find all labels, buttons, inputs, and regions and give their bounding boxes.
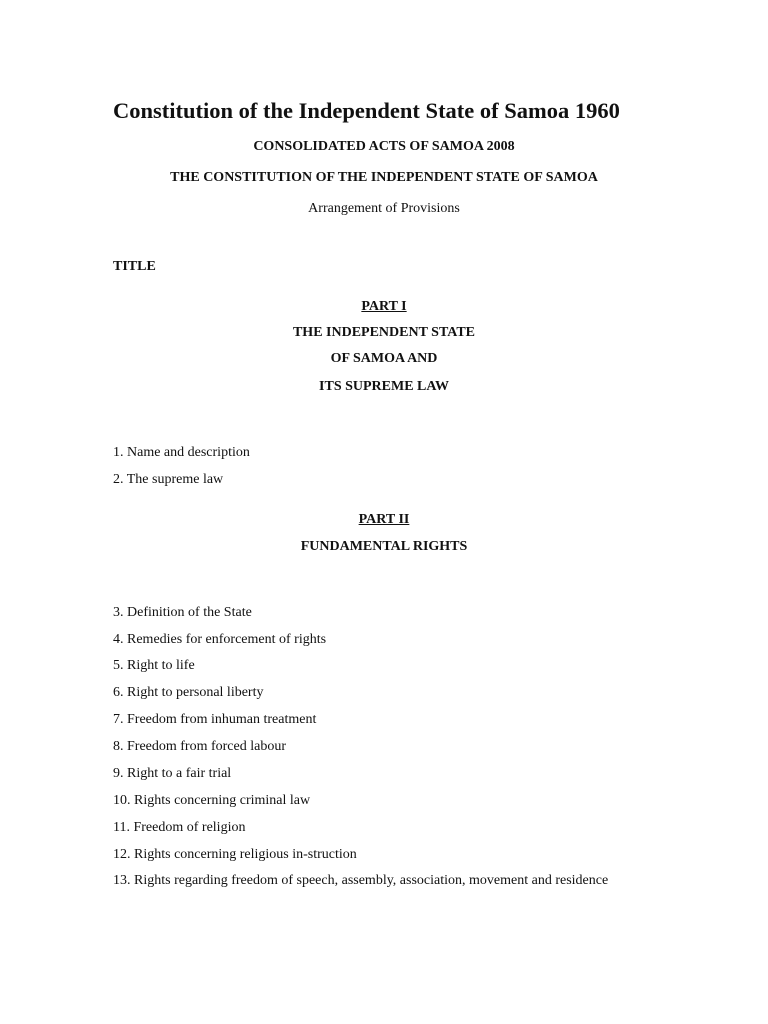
arrangement-heading: Arrangement of Provisions — [308, 201, 460, 216]
document-title: Constitution of the Independent State of Samoa 1960 — [113, 98, 620, 123]
provision-item: 5. Right to life — [113, 658, 195, 673]
provision-item: 12. Rights concerning religious in-struction — [113, 847, 357, 862]
title-label: TITLE — [113, 259, 156, 274]
provision-item: 9. Right to a fair trial — [113, 766, 232, 781]
provision-item: 8. Freedom from forced labour — [113, 739, 286, 754]
part-1-heading-line: OF SAMOA AND — [330, 351, 438, 366]
part-1-label: PART I — [361, 299, 407, 314]
part-2-heading-line: FUNDAMENTAL RIGHTS — [300, 539, 468, 554]
part-1-heading-line: THE INDEPENDENT STATE — [292, 325, 476, 340]
provision-item: 7. Freedom from inhuman treatment — [113, 712, 317, 727]
provision-item: 13. Rights regarding freedom of speech, assembly, association, movement and residence — [113, 873, 609, 888]
provision-item: 10. Rights concerning criminal law — [113, 793, 311, 808]
provision-item: 2. The supreme law — [113, 472, 224, 487]
consolidated-acts-heading: CONSOLIDATED ACTS OF SAMOA 2008 — [253, 139, 515, 154]
provision-item: 11. Freedom of religion — [113, 820, 246, 835]
provision-item: 3. Definition of the State — [113, 605, 252, 620]
part-1-heading-line: ITS SUPREME LAW — [319, 379, 449, 394]
provision-item: 4. Remedies for enforcement of rights — [113, 632, 327, 647]
part-2-label: PART II — [358, 512, 410, 527]
provision-item: 6. Right to personal liberty — [113, 685, 264, 700]
provision-item: 1. Name and description — [113, 445, 250, 460]
constitution-heading: THE CONSTITUTION OF THE INDEPENDENT STATE OF SAMOA — [170, 170, 598, 185]
